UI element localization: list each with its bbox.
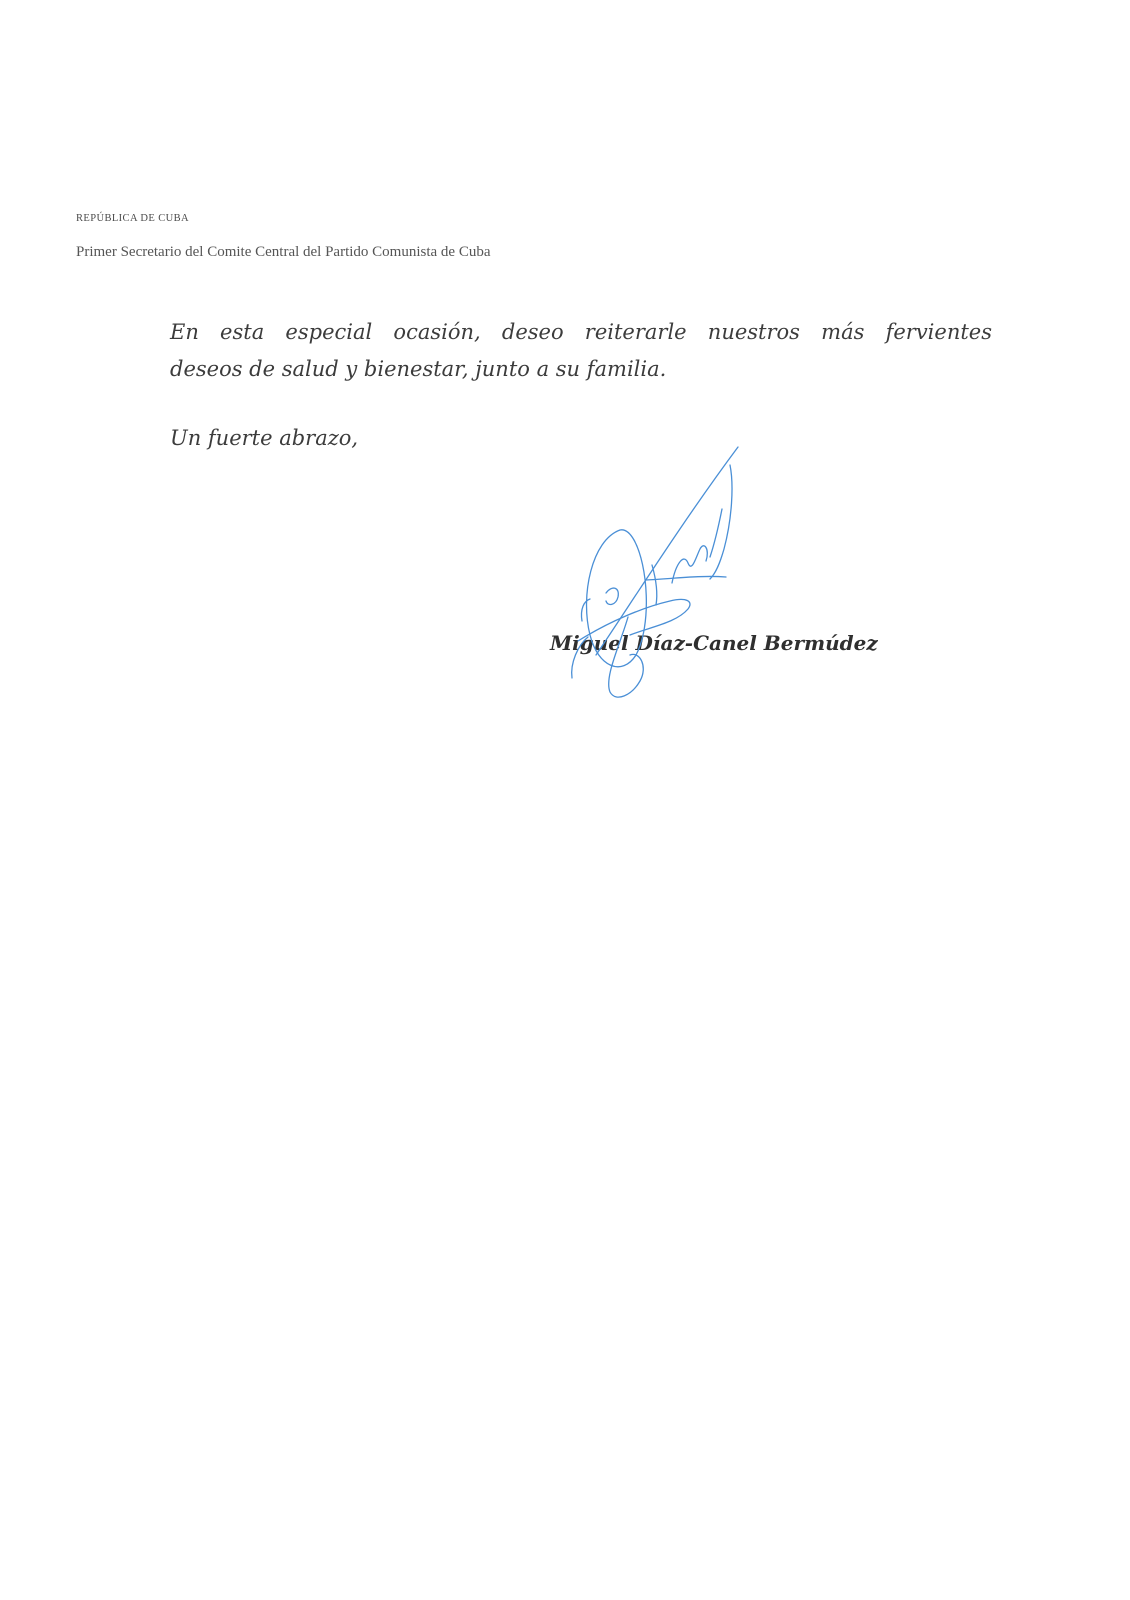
letter-closing: Un fuerte abrazo, xyxy=(170,426,359,450)
signer-name: Miguel Díaz-Canel Bermúdez xyxy=(550,631,878,655)
handwritten-signature xyxy=(560,445,760,710)
letter-body xyxy=(170,314,992,388)
letter-body-line: deseos de salud y bienestar, junto a su familia. xyxy=(170,357,667,381)
letter-body-line: En esta especial ocasión, deseo reiterarle nuestros más fervientes xyxy=(170,320,992,344)
letterhead-office-title: Primer Secretario del Comite Central del Partido Comunista de Cuba xyxy=(76,244,491,260)
letterhead-country: REPÚBLICA DE CUBA xyxy=(76,213,189,224)
